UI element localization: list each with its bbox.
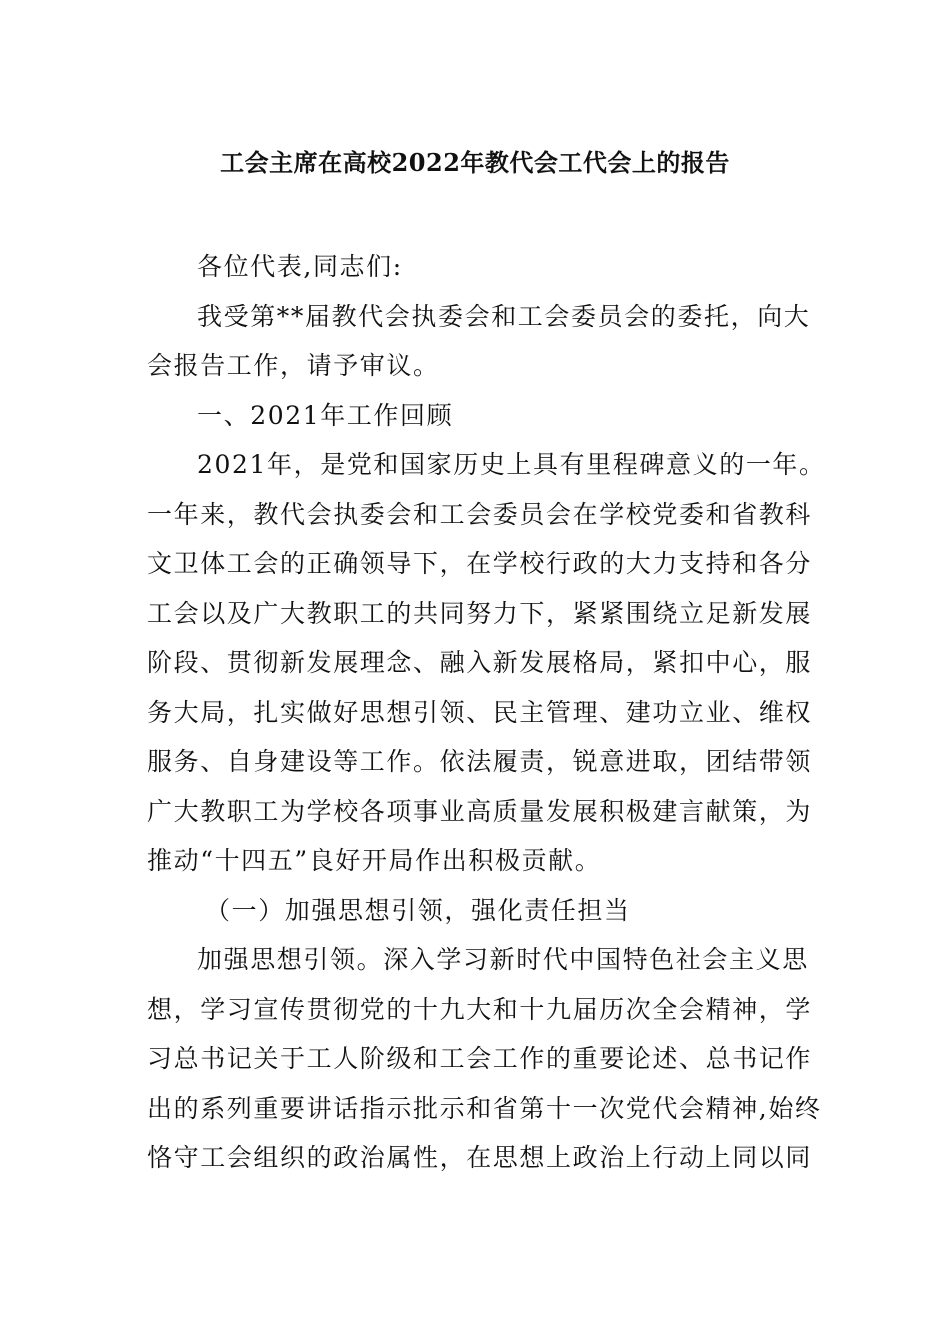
paragraph-line: 2021年，是党和国家历史上具有里程碑意义的一年。 <box>197 450 826 479</box>
paragraph-line: 想，学习宣传贯彻党的十九大和十九届历次全会精神，学 <box>147 994 813 1024</box>
paragraph-line: 加强思想引领。深入学习新时代中国特色社会主义思 <box>197 945 809 974</box>
paragraph-line: 文卫体工会的正确领导下，在学校行政的大力支持和各分 <box>147 549 813 578</box>
document-title: 工会主席在高校2022年教代会工代会上的报告 <box>220 148 730 177</box>
paragraph-line: 恪守工会组织的政治属性，在思想上政治上行动上同以同 <box>147 1143 813 1172</box>
paragraph-line: 习总书记关于工人阶级和工会工作的重要论述、总书记作 <box>147 1044 813 1073</box>
paragraph-line: 广大教职工为学校各项事业高质量发展积极建言献策，为 <box>147 796 813 826</box>
paragraph-line: 服务、自身建设等工作。依法履责，锐意进取，团结带领 <box>147 747 813 776</box>
paragraph-line: 我受第**届教代会执委会和工会委员会的委托，向大 <box>197 301 811 331</box>
paragraph-line: 务大局，扎实做好思想引领、民主管理、建功立业、维权 <box>147 697 813 727</box>
paragraph-line: 会报告工作，请予审议。 <box>147 351 440 380</box>
paragraph-line: 一年来，教代会执委会和工会委员会在学校党委和省教科 <box>147 499 813 529</box>
paragraph-line: 阶段、贯彻新发展理念、融入新发展格局，紧扣中心，服 <box>147 648 813 677</box>
salutation-line: 各位代表,同志们: <box>197 252 403 281</box>
document-body <box>147 242 826 1183</box>
section-heading: 一、2021年工作回顾 <box>197 400 454 430</box>
paragraph-line: 出的系列重要讲话指示批示和省第十一次党代会精神,始终 <box>147 1093 822 1123</box>
paragraph-line: 推动“十四五”良好开局作出积极贡献。 <box>147 846 602 875</box>
paragraph-line: 工会以及广大教职工的共同努力下，紧紧围绕立足新发展 <box>147 598 813 628</box>
subsection-heading: （一）加强思想引领，强化责任担当 <box>205 895 631 925</box>
